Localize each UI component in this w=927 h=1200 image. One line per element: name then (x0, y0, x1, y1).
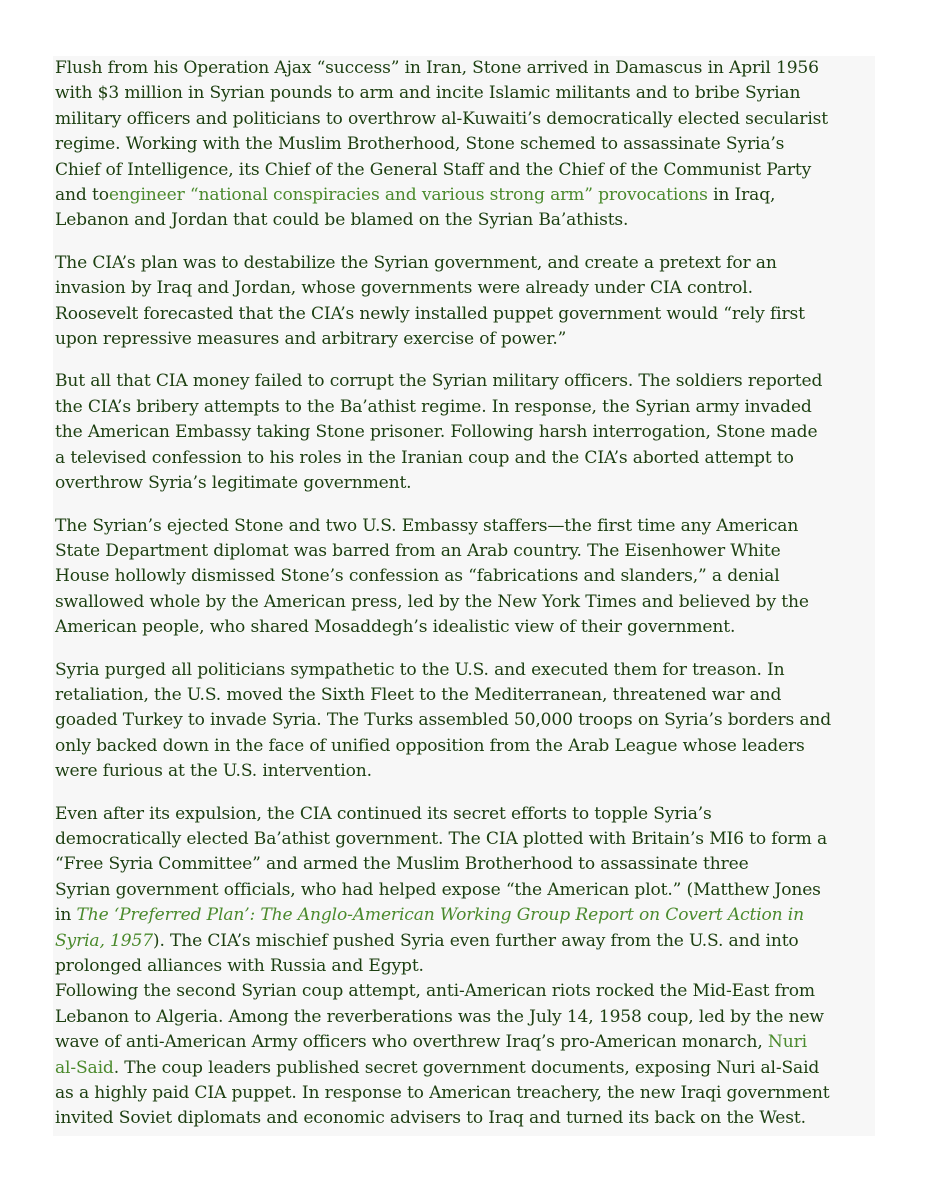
text-run: But all that CIA money failed to corrupt the Syrian military officers. The soldiers reported (55, 371, 823, 392)
paragraph (55, 979, 873, 1131)
text-line (55, 107, 873, 132)
text-line (55, 615, 873, 640)
text-run: Syria purged all politicians sympathetic to the U.S. and executed them for treason. In (55, 659, 785, 680)
text-line (55, 734, 873, 759)
text-run: the CIA’s bribery attempts to the Ba’athist regime. In response, the Syrian army invaded (55, 396, 812, 417)
text-line (55, 683, 873, 708)
text-line (55, 658, 873, 683)
text-line (55, 208, 873, 233)
text-line (55, 802, 873, 827)
text-run: “Free Syria Committee” and armed the Muslim Brotherhood to assassinate three (55, 854, 749, 875)
text-line (55, 514, 873, 539)
text-run: Lebanon to Algeria. Among the reverberations was the July 14, 1958 coup, led by the new (55, 1006, 824, 1027)
text-run: only backed down in the face of unified opposition from the Arab League whose leaders (55, 735, 805, 756)
text-run: The Syrian’s ejected Stone and two U.S. Embassy staffers—the first time any American (55, 515, 799, 536)
text-run: in Iraq, (707, 185, 776, 206)
text-run: prolonged alliances with Russia and Egypt. (55, 956, 424, 976)
text-line (55, 1081, 873, 1106)
text-line (55, 471, 873, 496)
text-line (55, 446, 873, 471)
text-line (55, 327, 873, 352)
text-run: a televised confession to his roles in the Iranian coup and the CIA’s aborted attempt to (55, 447, 794, 468)
text-line (55, 251, 873, 276)
text-run: Syrian government officials, who had helped expose “the American plot.” (Matthew Jones (55, 879, 821, 900)
text-line (55, 420, 873, 445)
paragraph (55, 802, 873, 980)
text-run: House hollowly dismissed Stone’s confession as “fabrications and slanders,” a denial (55, 566, 780, 587)
text-run: upon repressive measures and arbitrary exercise of power.” (55, 329, 567, 350)
text-run: retaliation, the U.S. moved the Sixth Fleet to the Mediterranean, threatened war and (55, 684, 782, 705)
text-run: Lebanon and Jordan that could be blamed on the Syrian Ba’athists. (55, 210, 629, 231)
text-run: wave of anti-American Army officers who overthrew Iraq’s pro-American monarch, (55, 1032, 768, 1053)
text-run: the American Embassy taking Stone prisoner. Following harsh interrogation, Stone made (55, 422, 818, 443)
text-run: American people, who shared Mosaddegh’s idealistic view of their government. (55, 617, 736, 638)
text-line (55, 852, 873, 877)
cited-title-link[interactable]: Syria, 1957 (55, 930, 153, 951)
text-line (55, 708, 873, 733)
text-run: and to (55, 185, 109, 206)
text-line (55, 276, 873, 301)
text-line (55, 183, 873, 208)
text-line (55, 1056, 873, 1081)
paragraph (55, 251, 873, 353)
text-run: democratically elected Ba’athist government. The CIA plotted with Britain’s MI6 to form a (55, 828, 828, 849)
inline-link[interactable]: Nuri (767, 1032, 807, 1053)
paragraph (55, 369, 873, 496)
text-run: Chief of Intelligence, its Chief of the General Staff and the Chief of the Communist Party (55, 159, 812, 180)
text-line (55, 56, 873, 81)
text-line (55, 1030, 873, 1055)
text-line (55, 759, 873, 784)
text-line (55, 539, 873, 564)
text-run: as a highly paid CIA puppet. In response to American treachery, the new Iraqi government (55, 1083, 830, 1104)
inline-link[interactable]: al-Said (55, 1057, 114, 1078)
text-line (55, 132, 873, 157)
paragraph (55, 514, 873, 641)
paragraph (55, 56, 873, 234)
text-line (55, 878, 873, 903)
text-line (55, 590, 873, 615)
cited-title-link[interactable]: The ‘Preferred Plan’: The Anglo-American Working Group Report on Covert Action in (76, 905, 804, 926)
text-line (55, 954, 873, 979)
text-run: overthrow Syria’s legitimate government. (55, 473, 412, 494)
text-run: . The coup leaders published secret government documents, exposing Nuri al-Said (113, 1057, 820, 1078)
text-run: invited Soviet diplomats and economic advisers to Iraq and turned its back on the West. (55, 1108, 806, 1129)
text-line (55, 1106, 873, 1131)
inline-link[interactable]: engineer “national conspiracies and various strong arm” provocations (108, 185, 708, 206)
text-line (55, 158, 873, 183)
text-run: with $3 million in Syrian pounds to arm and incite Islamic militants and to bribe Syrian (55, 83, 801, 104)
text-run: military officers and politicians to overthrow al-Kuwaiti’s democratically elected secularist (55, 108, 828, 129)
text-run: regime. Working with the Muslim Brotherhood, Stone schemed to assassinate Syria’s (55, 134, 785, 155)
text-run: in (55, 905, 77, 926)
text-run: State Department diplomat was barred from an Arab country. The Eisenhower White (55, 540, 781, 561)
article-body (53, 56, 875, 1136)
text-line (55, 979, 873, 1004)
text-run: ). The CIA’s mischief pushed Syria even further away from the U.S. and into (152, 930, 799, 951)
text-run: swallowed whole by the American press, led by the New York Times and believed by the (55, 591, 809, 612)
text-run: Flush from his Operation Ajax “success” in Iran, Stone arrived in Damascus in April 1956 (55, 58, 819, 78)
paragraph (55, 658, 873, 785)
text-line (55, 827, 873, 852)
text-line (55, 395, 873, 420)
text-run: goaded Turkey to invade Syria. The Turks assembled 50,000 troops on Syria’s borders and (55, 710, 832, 731)
text-run: were furious at the U.S. intervention. (55, 761, 372, 782)
text-line (55, 564, 873, 589)
text-run: invasion by Iraq and Jordan, whose governments were already under CIA control. (55, 278, 753, 299)
text-line (55, 1005, 873, 1030)
text-line (55, 929, 873, 954)
text-line (55, 369, 873, 394)
text-run: Following the second Syrian coup attempt, anti-American riots rocked the Mid-East from (55, 981, 815, 1002)
text-line (55, 903, 873, 928)
text-line (55, 302, 873, 327)
text-run: Roosevelt forecasted that the CIA’s newly installed puppet government would “rely first (55, 303, 805, 324)
text-run: The CIA’s plan was to destabilize the Syrian government, and create a pretext for an (55, 252, 777, 273)
text-run: Even after its expulsion, the CIA continued its secret efforts to topple Syria’s (55, 803, 712, 824)
text-line (55, 81, 873, 106)
